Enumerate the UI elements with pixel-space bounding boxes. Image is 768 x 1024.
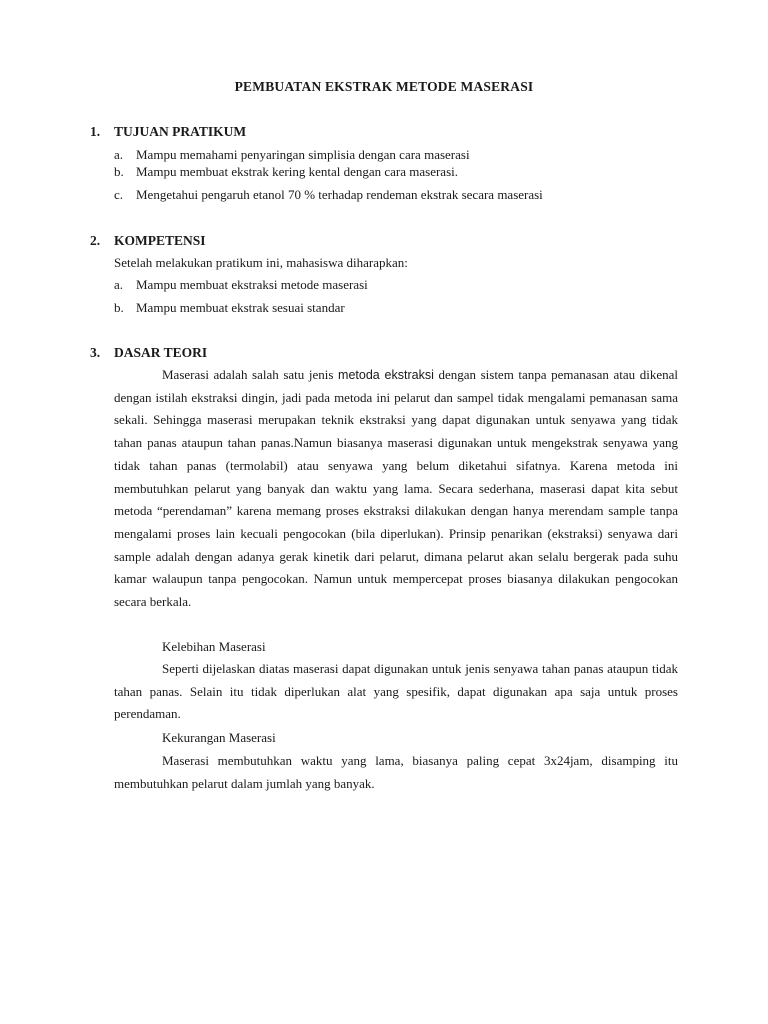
section-heading-tujuan bbox=[90, 124, 246, 140]
list-item bbox=[114, 164, 458, 180]
list-marker: a. bbox=[114, 277, 124, 292]
section-heading-dasar-teori bbox=[90, 345, 207, 361]
disadvantages-paragraph: Maserasi membutuhkan waktu yang lama, biasanya paling cepat 3x24jam, disamping itu membutuhkan pelarut dalam jumlah yang banyak. bbox=[114, 753, 678, 791]
list-marker: c. bbox=[114, 187, 124, 202]
list-marker: b. bbox=[114, 300, 124, 315]
section-title: KOMPETENSI bbox=[114, 233, 206, 248]
advantages-paragraph: Seperti dijelaskan diatas maserasi dapat digunakan untuk jenis senyawa tahan panas ataupun tidak tahan panas. Selain itu tidak diperlukan alat yang spesifik, dapat digunakan apa saja untuk proses perendaman. bbox=[114, 661, 678, 722]
list-item bbox=[114, 147, 470, 163]
list-text: Mengetahui pengaruh etanol 70 % terhadap rendeman ekstrak secara maserasi bbox=[136, 187, 543, 202]
theory-paragraph bbox=[114, 364, 678, 614]
paragraph-text: Maserasi adalah salah satu jenis bbox=[162, 367, 339, 382]
list-text: Mampu membuat ekstraksi metode maserasi bbox=[136, 277, 368, 292]
section-heading-kompetensi bbox=[90, 233, 206, 249]
list-item bbox=[114, 187, 543, 203]
list-item bbox=[114, 300, 345, 316]
subheading-advantages: Kelebihan Maserasi bbox=[162, 639, 266, 654]
subheading-disadvantages: Kekurangan Maserasi bbox=[162, 730, 276, 745]
section-number: 3. bbox=[90, 345, 101, 360]
list-marker: b. bbox=[114, 164, 124, 179]
section-title: DASAR TEORI bbox=[114, 345, 208, 360]
document-title: PEMBUATAN EKSTRAK METODE MASERASI bbox=[234, 79, 534, 94]
section-title: TUJUAN PRATIKUM bbox=[114, 124, 247, 139]
highlighted-term: metoda ekstraksi bbox=[338, 368, 434, 382]
section-intro: Setelah melakukan pratikum ini, mahasiswa diharapkan: bbox=[114, 255, 408, 270]
section-number: 2. bbox=[90, 233, 101, 248]
list-text: Mampu membuat ekstrak kering kental dengan cara maserasi. bbox=[136, 164, 458, 179]
section-number: 1. bbox=[90, 124, 101, 139]
paragraph-text: dengan sistem tanpa pemanasan atau dikenal dengan istilah ekstraksi dingin, jadi pada metoda ini pelarut dan sampel tidak mengalami pemanasan sama sekali. Sehingga maserasi merupakan teknik ekstraksi yang dapat digunakan untuk senyawa yang tidak tahan panas ataupun tahan panas.Namun biasanya maserasi digunakan untuk mengekstrak senyawa yang tidak tahan panas (termolabil) atau senyawa yang belum diketahui sifatnya. Karena metoda ini membutuhkan pelarut yang banyak dan waktu yang lama. Secara sederhana, maserasi dapat kita sebut metoda “perendaman” karena memang proses ekstraksi dilakukan dengan hanya merendam sample tanpa mengalami proses lain kecuali pengocokan (bila diperlukan). Prinsip penarikan (ekstraksi) senyawa dari sample adalah dengan adanya gerak kinetik dari pelarut, dimana pelarut akan selalu bergerak pada suhu kamar walaupun tanpa pengocokan. Namun untuk mempercepat proses biasanya dilakukan pengocokan secara berkala. bbox=[114, 367, 678, 610]
list-text: Mampu memahami penyaringan simplisia dengan cara maserasi bbox=[136, 147, 470, 162]
list-text: Mampu membuat ekstrak sesuai standar bbox=[136, 300, 345, 315]
list-marker: a. bbox=[114, 147, 124, 162]
list-item bbox=[114, 277, 368, 293]
